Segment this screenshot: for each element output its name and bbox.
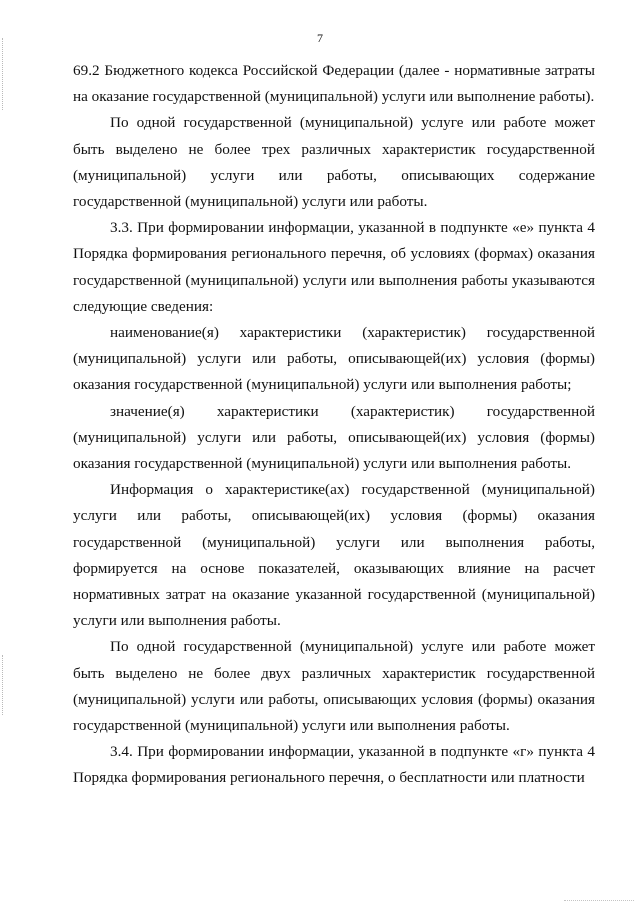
- paragraph: 69.2 Бюджетного кодекса Российской Федерации (далее - нормативные затраты на оказание государственной (муниципальной) услуги или выполнение работы).: [73, 62, 595, 106]
- paragraph: 3.3. При формировании информации, указанной в подпункте «е» пункта 4 Порядка формирования регионального перечня, об условиях (формах) оказания государственной (муниципальной) услуги или выполнения работы указываются следующие сведения:: [73, 219, 595, 315]
- paragraph: 3.4. При формировании информации, указанной в подпункте «г» пункта 4 Порядка формирования регионального перечня, о бесплатности или платности: [73, 743, 595, 787]
- paragraph: По одной государственной (муниципальной) услуге или работе может быть выделено не более трех различных характеристик государственной (муниципальной) услуги или работы, описывающих содержание государственной (муниципальной) услуги или работы.: [73, 114, 595, 211]
- scan-margin-mark: [2, 655, 5, 715]
- paragraph: наименование(я) характеристики (характеристик) государственной (муниципальной) услуги или работы, описывающей(их) условия (формы) оказания государственной (муниципальной) услуги или выполнения работы;: [73, 324, 595, 394]
- paragraph: значение(я) характеристики (характеристик) государственной (муниципальной) услуги или работы, описывающей(их) условия (формы) оказания государственной (муниципальной) услуги или выполнения работы.: [73, 402, 595, 473]
- scan-margin-mark: [2, 38, 5, 110]
- paragraph: По одной государственной (муниципальной) услуге или работе может быть выделено не более двух различных характеристик государственной (муниципальной) услуги или работы, описывающих условия (формы) оказания государственной (муниципальной) услуги или выполнения работы.: [73, 638, 595, 735]
- scan-footer-mark: [564, 897, 634, 901]
- paragraph: Информация о характеристике(ах) государственной (муниципальной) услуги или работы, описывающей(их) условия (формы) оказания государственной (муниципальной) услуги или выполнения работы, формируется на основе показателей, оказывающих влияние на расчет нормативных затрат на оказание указанной государственной (муниципальной) услуги или выполнения работы.: [73, 481, 595, 630]
- document-body: [73, 58, 595, 792]
- page-number: 7: [317, 31, 323, 45]
